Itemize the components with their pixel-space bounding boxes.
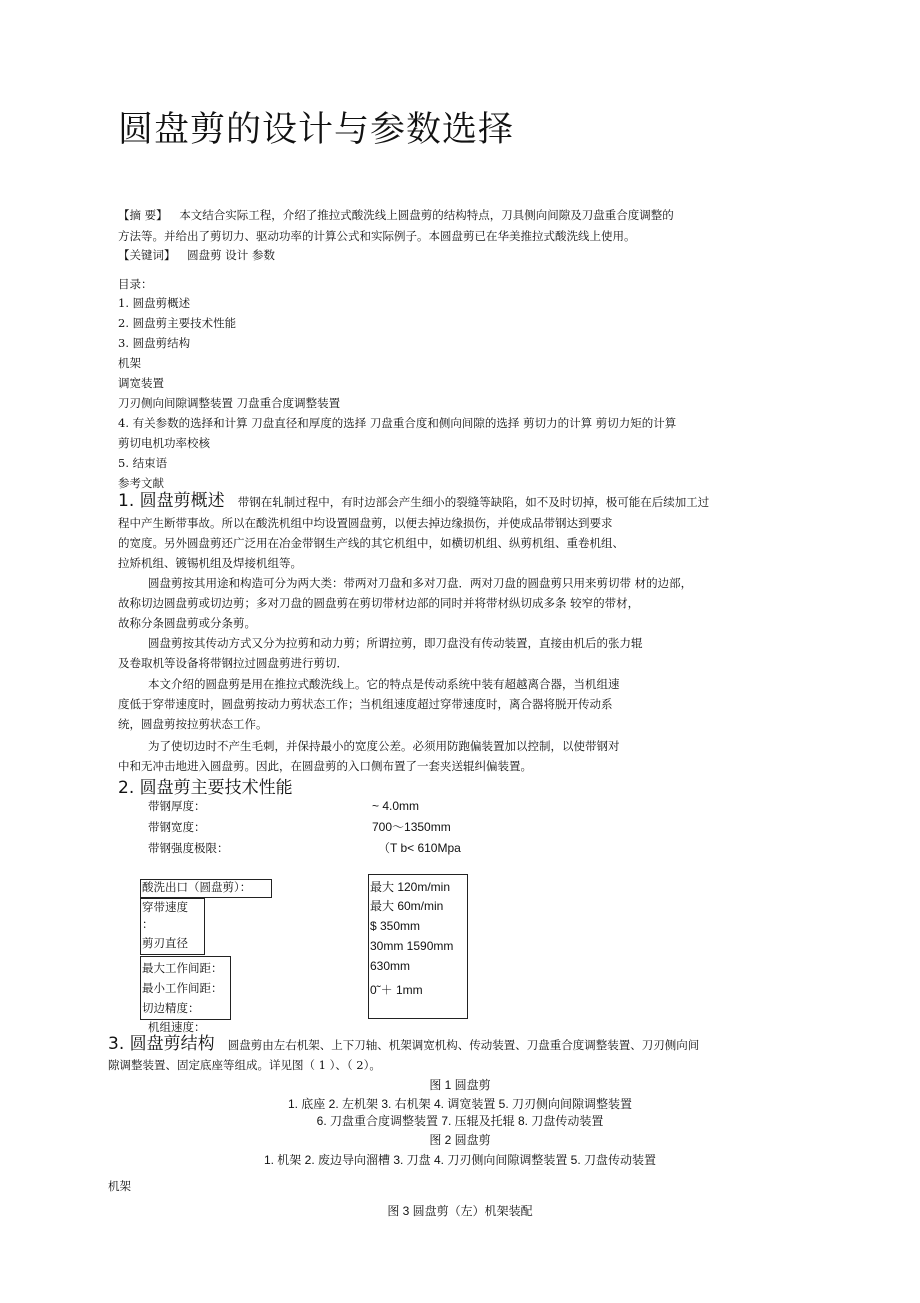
figure1-legend: 6. 刀盘重合度调整装置 7. 压辊及托辊 8. 刀盘传动装置: [316, 1114, 604, 1128]
subsection-heading: 机架: [108, 1179, 131, 1193]
toc-item: 2. 圆盘剪主要技术性能: [118, 316, 237, 330]
section1-text: 带钢在轧制过程中，有时边部会产生细小的裂缝等缺陷，如不及时切掉，极可能在后续加工过: [237, 495, 710, 509]
figure2-legend: 1. 机架 2. 废边导向溜槽 3. 刀盘 4. 刀刃侧向间隙调整装置 5. 刀盘传动装置: [263, 1153, 657, 1167]
section2-heading: 2. 圆盘剪主要技术性能: [118, 778, 293, 798]
toc-item: 1. 圆盘剪概述: [118, 296, 191, 310]
keywords-label: 【关键词】: [118, 248, 176, 262]
param-label: 穿带速度: [142, 900, 188, 914]
param-value: $ 350mm: [370, 919, 421, 933]
section1-first-line: [118, 488, 709, 514]
param-value: 最大 120m/min: [370, 880, 451, 894]
section1-text: 统，圆盘剪按拉剪状态工作。: [118, 717, 268, 731]
section1-text: 圆盘剪按其用途和构造可分为两大类：带两对刀盘和多对刀盘．两对刀盘的圆盘剪只用来剪切带 材的边部，: [148, 576, 693, 590]
section1-text: 本文介绍的圆盘剪是用在推拉式酸洗线上。它的特点是传动系统中装有超越离合器，当机组速: [148, 677, 620, 691]
section3-text: 隙调整装置、固定底座等组成。详见图（ 1 ）、（ 2）。: [108, 1058, 381, 1072]
figure1-caption: 图 1 圆盘剪: [429, 1078, 491, 1092]
spec-label: 带钢厚度：: [148, 799, 206, 813]
section1-text: 故称切边圆盘剪或切边剪；多对刀盘的圆盘剪在剪切带材边部的同时并将带材纵切成多条 较窄的带材，: [118, 596, 640, 610]
section1-heading: 1. 圆盘剪概述: [118, 491, 225, 511]
param-label: 剪刃直径: [142, 936, 188, 950]
abstract-text-1: 本文结合实际工程，介绍了推拉式酸洗线上圆盘剪的结构特点，刀具侧向间隙及刀盘重合度调整的: [179, 208, 674, 222]
abstract-line-1: [118, 205, 674, 225]
section1-text: 及卷取机等设备将带钢拉过圆盘剪进行剪切．: [118, 656, 348, 670]
toc-item: 3. 圆盘剪结构: [118, 336, 191, 350]
param-value: 630mm: [370, 959, 411, 973]
toc-item: 调宽装置: [118, 376, 164, 390]
toc-item: 剪切电机功率校核: [118, 436, 210, 450]
param-label: ：: [142, 917, 154, 931]
spec-label: 带钢宽度：: [148, 820, 206, 834]
section3-first-line: [108, 1032, 699, 1056]
toc-item: 4. 有关参数的选择和计算 刀盘直径和厚度的选择 刀盘重合度和侧向间隙的选择 剪切力的计算 剪切力矩的计算: [118, 416, 677, 430]
section1-text: 拉矫机组、镀锡机组及焊接机组等。: [118, 556, 302, 570]
section1-text: 为了使切边时不产生毛刺，并保持最小的宽度公差。必须用防跑偏装置加以控制，以使带钢对: [148, 739, 620, 753]
toc-item: 参考文献: [118, 476, 164, 490]
toc-heading: 目录：: [118, 277, 153, 291]
abstract-label: 【摘 要】: [118, 208, 168, 222]
section1-text: 圆盘剪按其传动方式又分为拉剪和动力剪；所谓拉剪，即刀盘没有传动装置，直接由机后的张力辊: [148, 636, 643, 650]
param-label: 最大工作间距：: [142, 961, 223, 975]
param-value: 30mm 1590mm: [370, 939, 454, 953]
keywords-line: [118, 245, 275, 265]
figure1-legend: 1. 底座 2. 左机架 3. 右机架 4. 调宽装置 5. 刀刃侧向间隙调整装置: [287, 1097, 633, 1111]
abstract-line-2: 方法等。并给出了剪切力、驱动功率的计算公式和实际例子。本圆盘剪已在华美推拉式酸洗线上使用。: [118, 229, 636, 243]
section1-text: 故称分条圆盘剪或分条剪。: [118, 616, 256, 630]
param-value: 最大 60m/min: [370, 899, 444, 913]
keywords-text: 圆盘剪 设计 参数: [187, 248, 275, 262]
spec-value: 700～1350mm: [372, 820, 451, 834]
spec-label: 带钢强度极限：: [148, 841, 229, 855]
param-label: 机组速度：: [148, 1020, 206, 1034]
spec-value: ~ 4.0mm: [372, 799, 420, 813]
param-label: 酸洗出口（圆盘剪）：: [142, 880, 252, 894]
spec-value: （T b< 610Mpa: [378, 841, 461, 855]
section3-heading: 3. 圆盘剪结构: [108, 1034, 215, 1054]
figure2-caption: 图 2 圆盘剪: [429, 1133, 491, 1147]
toc-item: 机架: [118, 356, 141, 370]
param-label: 切边精度：: [142, 1001, 200, 1015]
figure3-caption: 图 3 圆盘剪（左）机架装配: [387, 1204, 533, 1218]
param-value: 0˜＋ 1mm: [370, 983, 423, 997]
section1-text: 度低于穿带速度时，圆盘剪按动力剪状态工作；当机组速度超过穿带速度时，离合器将脱开传动系: [118, 697, 613, 711]
page-title: 圆盘剪的设计与参数选择: [118, 110, 515, 150]
section1-text: 的宽度。另外圆盘剪还广泛用在冶金带钢生产线的其它机组中，如横切机组、纵剪机组、重卷机组、: [118, 536, 624, 550]
toc-item: 刀刃侧向间隙调整装置 刀盘重合度调整装置: [118, 396, 341, 410]
section3-text: 圆盘剪由左右机架、上下刀轴、机架调宽机构、传动装置、刀盘重合度调整装置、刀刃侧向间: [227, 1038, 700, 1052]
toc-item: 5. 结束语: [118, 456, 168, 470]
param-label: 最小工作间距：: [142, 981, 223, 995]
section1-text: 程中产生断带事故。所以在酸洗机组中均设置圆盘剪，以便去掉边缘损伤，并使成品带钢达到要求: [118, 516, 613, 530]
section1-text: 中和无冲击地进入圆盘剪。因此，在圆盘剪的入口侧布置了一套夹送辊纠偏装置。: [118, 759, 532, 773]
